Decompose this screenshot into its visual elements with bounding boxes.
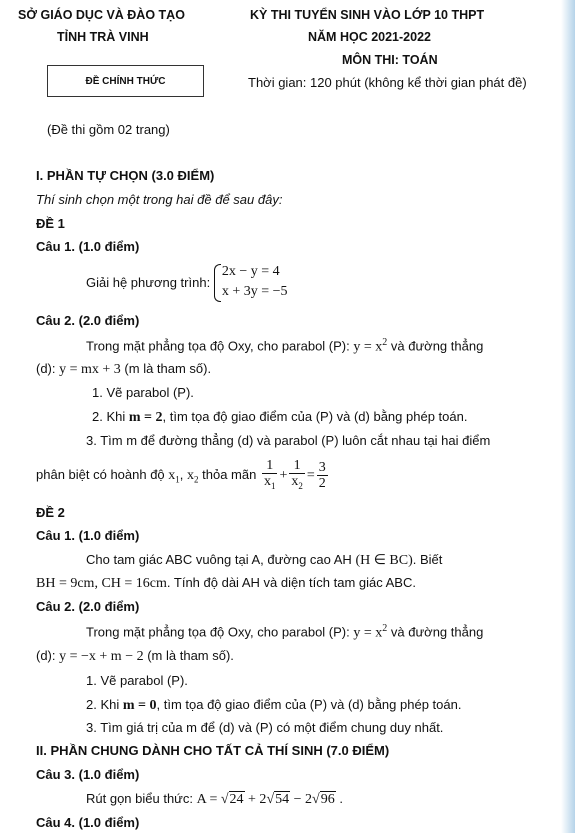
official-exam-box: ĐỀ CHÍNH THỨC xyxy=(47,65,204,97)
numerator: 3 xyxy=(318,460,326,476)
de1-q1-body xyxy=(86,262,288,304)
de1-q2-item2 xyxy=(92,409,467,426)
de1-q1-text: Giải hệ phương trình: xyxy=(86,274,211,290)
text-span: Rút gọn biểu thức: xyxy=(86,791,197,806)
part2-title: II. PHẦN CHUNG DÀNH CHO TẤT CẢ THÍ SINH (7.0 ĐIỂM) xyxy=(36,743,390,758)
text-span: 2. Khi xyxy=(92,409,129,424)
text-span: , tìm tọa độ giao điểm của (P) và (d) bằng phép toán. xyxy=(162,409,468,424)
radicand-54: 54 xyxy=(275,792,290,807)
var-x2: x xyxy=(187,468,195,483)
q3-title: Câu 3. (1.0 điểm) xyxy=(36,767,140,782)
subscript: 2 xyxy=(194,474,199,485)
var-x1: x xyxy=(168,468,176,483)
de2-q2-line xyxy=(36,648,234,665)
de2-q2-title: Câu 2. (2.0 điểm) xyxy=(36,599,140,614)
de2-q2-item1: 1. Vẽ parabol (P). xyxy=(86,673,188,688)
text-span: (m là tham số). xyxy=(120,361,212,376)
text-span: Trong mặt phẳng tọa độ Oxy, cho parabol (P): xyxy=(86,338,354,354)
province-name: TỈNH TRÀ VINH xyxy=(57,30,149,44)
q4-title: Câu 4. (1.0 điểm) xyxy=(36,815,140,830)
page-count-note: (Đề thi gồm 02 trang) xyxy=(47,122,170,137)
radicand-96: 96 xyxy=(320,792,335,807)
de1-label: ĐỀ 1 xyxy=(36,216,65,231)
operator-minus: − 2 xyxy=(290,792,313,807)
text-span: Cho tam giác ABC vuông tại A, đường cao AH xyxy=(86,552,356,567)
page-edge-shadow xyxy=(561,0,575,833)
denominator: 2 xyxy=(318,476,326,492)
de2-q1-text xyxy=(86,552,442,569)
equation-1: 2x − y = 4 xyxy=(221,264,280,279)
text-span: 2. Khi xyxy=(86,697,123,712)
de2-q2-intro xyxy=(86,623,483,641)
part1-title: I. PHẦN TỰ CHỌN (3.0 ĐIỂM) xyxy=(36,168,215,183)
numerator: 1 xyxy=(262,458,278,474)
brace-symbol xyxy=(214,264,221,302)
exam-subject: MÔN THI: TOÁN xyxy=(342,53,438,67)
de2-q1-title: Câu 1. (1.0 điểm) xyxy=(36,528,140,543)
m-value: m = 2 xyxy=(128,410,163,425)
text-span: thỏa mãn xyxy=(198,467,257,482)
text-span: Trong mặt phẳng tọa độ Oxy, cho parabol (P): xyxy=(86,624,354,640)
text-span: . xyxy=(335,791,343,806)
de1-q2-title: Câu 2. (2.0 điểm) xyxy=(36,313,140,328)
de1-q2-item3: 3. Tìm m để đường thẳng (d) và parabol (P) luôn cắt nhau tại hai điểm xyxy=(86,433,491,448)
department-name: SỞ GIÁO DỤC VÀ ĐÀO TẠO xyxy=(18,8,185,22)
fraction-3-over-2 xyxy=(317,460,328,491)
denominator: x xyxy=(263,473,271,489)
exam-duration: Thời gian: 120 phút (không kể thời gian phát đề) xyxy=(248,75,527,90)
fraction-1-over-x2 xyxy=(289,458,305,494)
superscript: 2 xyxy=(382,337,388,348)
denominator: x xyxy=(291,473,299,489)
school-year: NĂM HỌC 2021-2022 xyxy=(308,30,431,44)
q3-text: Rút gọn biểu thức: A = √24 + 2√54 − 2√96 . xyxy=(86,791,343,807)
line-equation: y = −x + m − 2 xyxy=(59,649,144,664)
m-value: m = 0 xyxy=(122,698,157,713)
expr-a: A = xyxy=(196,792,221,807)
part1-instruction: Thí sinh chọn một trong hai đề để sau đây: xyxy=(36,192,283,207)
parabola-equation: y = x xyxy=(353,625,383,641)
fraction-1-over-x1 xyxy=(262,458,278,494)
subscript: 2 xyxy=(298,480,303,491)
text-span: . Biết xyxy=(412,552,443,567)
text-span: và đường thẳng xyxy=(387,338,484,354)
superscript: 2 xyxy=(382,623,388,634)
text-span: phân biệt có hoành độ xyxy=(36,467,169,482)
line-equation: y = mx + 3 xyxy=(59,362,121,377)
de2-q1-data xyxy=(36,575,416,592)
de1-q2-intro xyxy=(86,337,483,355)
subscript: 1 xyxy=(175,474,180,485)
operator-plus: + 2 xyxy=(244,792,267,807)
exam-title: KỲ THI TUYỂN SINH VÀO LỚP 10 THPT xyxy=(250,8,485,22)
text-span: (m là tham số). xyxy=(143,648,234,663)
text-span: (d): xyxy=(36,648,60,663)
de1-q2-item1: 1. Vẽ parabol (P). xyxy=(92,385,194,400)
de1-q2-item3-cont: phân biệt có hoành độ $x_1$, $x_2$ thỏa mãn $\frac{1}{x_1}$ + $\frac{1}{x_2}$ = $\frac{3}{2}$ xyxy=(36,455,330,495)
text-span: và đường thẳng xyxy=(387,624,484,640)
numerator: 1 xyxy=(289,458,305,474)
de1-q1-title: Câu 1. (1.0 điểm) xyxy=(36,239,140,254)
parabola-equation: y = x xyxy=(353,339,383,355)
de2-label: ĐỀ 2 xyxy=(36,505,65,520)
equation-2: x + 3y = −5 xyxy=(221,284,288,299)
equation-system xyxy=(214,262,288,302)
text-span: . Tính độ dài AH và diện tích tam giác ABC. xyxy=(166,575,416,590)
radicand-24: 24 xyxy=(229,792,244,807)
de1-q2-line xyxy=(36,361,211,378)
de2-q2-item3: 3. Tìm giá trị của m để (d) và (P) có một điểm chung duy nhất. xyxy=(86,720,444,735)
de2-q2-item2 xyxy=(86,697,461,714)
text-span: (d): xyxy=(36,361,60,376)
condition-h-in-bc: (H ∈ BC) xyxy=(355,553,413,568)
text-span: , tìm tọa độ giao điểm của (P) và (d) bằng phép toán. xyxy=(156,697,462,712)
given-lengths: BH = 9cm, CH = 16cm xyxy=(36,576,167,591)
text-span: , xyxy=(179,467,188,482)
subscript: 1 xyxy=(270,480,276,491)
